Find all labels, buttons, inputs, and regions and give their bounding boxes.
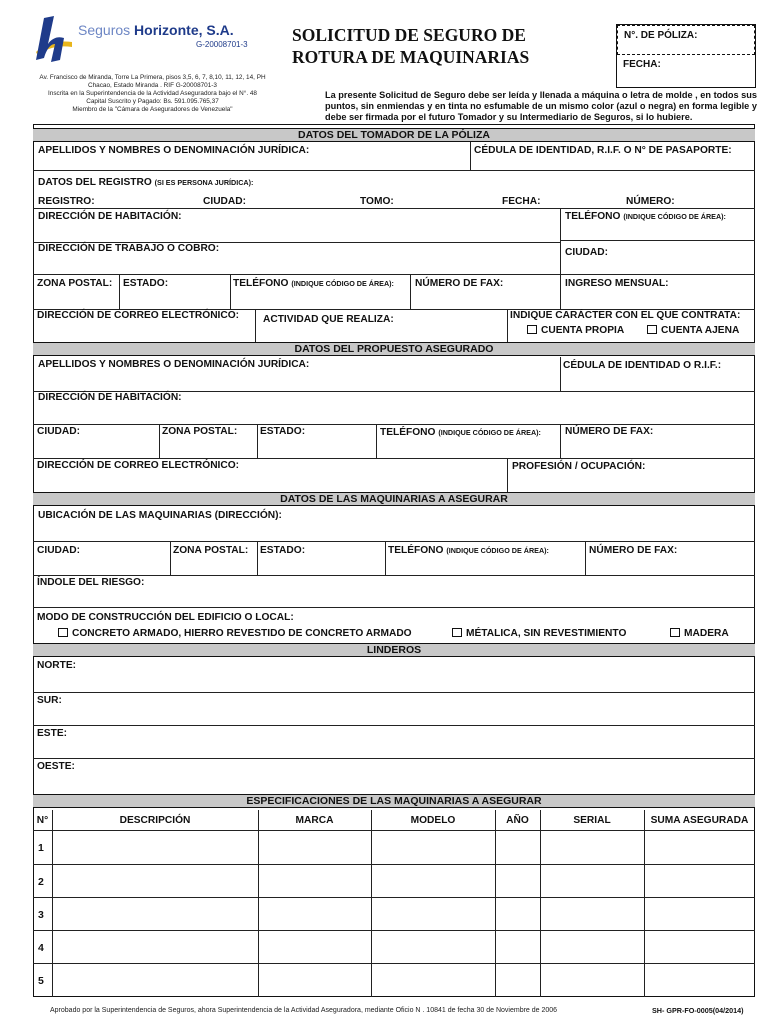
insured-profession-field[interactable]: PROFESIÓN / OCUPACIÓN: <box>512 461 646 472</box>
instructions-notice: La presente Solicitud de Seguro debe ser leída y llenada a máquina o letra de molde , en todos sus puntos, sin enmiendas y en tinta no esfumable de un mismo color (azul o negra) en forma legible y debe ser firmada por el futuro Tomador y su Intermediario de Seguros, si lo hubiere. <box>325 90 757 122</box>
company-logo-icon <box>34 14 74 64</box>
table-row[interactable]: 1 <box>38 842 44 854</box>
boundary-north-field[interactable]: NORTE: <box>37 660 77 671</box>
insured-email-field[interactable]: DIRECCIÓN DE CORREO ELECTRÓNICO: <box>37 460 240 471</box>
insured-fax-field[interactable]: NÚMERO DE FAX: <box>565 426 654 437</box>
risk-nature-field[interactable]: ÍNDOLE DEL RIESGO: <box>37 577 145 588</box>
construction-metal-checkbox[interactable]: MÉTALICA, SIN REVESTIMIENTO <box>452 628 626 640</box>
registry-city-field[interactable]: CIUDAD: <box>203 196 247 207</box>
machinery-fax-field[interactable]: NÚMERO DE FAX: <box>589 545 678 556</box>
machinery-state-field[interactable]: ESTADO: <box>260 545 306 556</box>
insured-city-field[interactable]: CIUDAD: <box>37 426 81 437</box>
holder-activity-field[interactable]: ACTIVIDAD QUE REALIZA: <box>263 314 394 325</box>
construction-wood-checkbox[interactable]: MADERA <box>670 628 729 640</box>
insured-id-field[interactable]: CÉDULA DE IDENTIDAD O R.I.F.: <box>563 360 722 371</box>
table-row[interactable]: 3 <box>38 909 44 921</box>
logo-rif: G-20008701-3 <box>196 40 248 49</box>
section-policyholder: DATOS DEL TOMADOR DE LA PÓLIZA <box>33 128 755 142</box>
construction-concrete-checkbox[interactable]: CONCRETO ARMADO, HIERRO REVESTIDO DE CONCRETO ARMADO <box>58 628 412 640</box>
table-row[interactable]: 5 <box>38 975 44 987</box>
table-row[interactable]: 4 <box>38 942 44 954</box>
form-code: SH- GPR-FO-0005(04/2014) <box>652 1006 744 1015</box>
own-account-checkbox[interactable]: CUENTA PROPIA <box>527 325 624 337</box>
machinery-location-field[interactable]: UBICACIÓN DE LAS MAQUINARIAS (DIRECCIÓN): <box>38 510 282 521</box>
insured-home-address-field[interactable]: DIRECCIÓN DE HABITACIÓN: <box>38 392 182 403</box>
insured-name-field[interactable]: APELLIDOS Y NOMBRES O DENOMINACIÓN JURÍDICA: <box>38 359 310 370</box>
specs-col-year: AÑO <box>506 815 529 826</box>
boundary-south-field[interactable]: SUR: <box>37 695 62 706</box>
registry-field[interactable]: REGISTRO: <box>38 196 95 207</box>
boundary-west-field[interactable]: OESTE: <box>37 761 75 772</box>
policy-number-field[interactable]: N°. DE PÓLIZA: <box>617 25 755 55</box>
specs-col-description: DESCRIPCIÓN <box>119 815 191 826</box>
section-machinery: DATOS DE LAS MAQUINARIAS A ASEGURAR <box>33 492 755 506</box>
approval-note: Aprobado por la Superintendencia de Seguros, ahora Superintendencia de la Actividad Aseguradora, mediante Oficio N . 10841 de fecha 30 de Noviembre de 2006 <box>50 1007 558 1014</box>
table-row[interactable]: 2 <box>38 876 44 888</box>
registry-number-field[interactable]: NÚMERO: <box>626 196 675 207</box>
form-title: SOLICITUD DE SEGURO DE ROTURA DE MAQUINARIAS <box>292 25 530 67</box>
section-machinery-specs: ESPECIFICACIONES DE LAS MAQUINARIAS A ASEGURAR <box>33 794 755 808</box>
holder-name-field[interactable]: APELLIDOS Y NOMBRES O DENOMINACIÓN JURÍDICA: <box>38 145 310 156</box>
policy-box <box>616 24 756 88</box>
holder-phone-field[interactable]: TELÉFONO (INDIQUE CÓDIGO DE ÁREA): <box>565 211 726 222</box>
holder-home-address-field[interactable]: DIRECCIÓN DE HABITACIÓN: <box>38 211 182 222</box>
construction-mode-label: MODO DE CONSTRUCCIÓN DEL EDIFICIO O LOCAL: <box>37 612 294 623</box>
registry-date-field[interactable]: FECHA: <box>502 196 541 207</box>
insured-phone-field[interactable]: TELÉFONO (INDIQUE CÓDIGO DE ÁREA): <box>380 427 541 438</box>
machinery-city-field[interactable]: CIUDAD: <box>37 545 81 556</box>
machinery-phone-field[interactable]: TELÉFONO (INDIQUE CÓDIGO DE ÁREA): <box>388 545 549 556</box>
holder-email-field[interactable]: DIRECCIÓN DE CORREO ELECTRÓNICO: <box>37 310 240 321</box>
contract-capacity-label: INDIQUE CARÁCTER CON EL QUE CONTRATA: <box>510 310 741 321</box>
company-logo-text: Seguros Horizonte, S.A. <box>78 22 234 38</box>
boundary-east-field[interactable]: ESTE: <box>37 728 68 739</box>
third-account-checkbox[interactable]: CUENTA AJENA <box>647 325 739 337</box>
insured-zip-field[interactable]: ZONA POSTAL: <box>162 426 238 437</box>
holder-fax-field[interactable]: NÚMERO DE FAX: <box>415 278 504 289</box>
specs-col-number: N° <box>36 815 49 826</box>
holder-income-field[interactable]: INGRESO MENSUAL: <box>565 278 669 289</box>
section-insured: DATOS DEL PROPUESTO ASEGURADO <box>33 342 755 356</box>
holder-id-field[interactable]: CÉDULA DE IDENTIDAD, R.I.F. O N° DE PASAPORTE: <box>474 145 732 156</box>
registry-volume-field[interactable]: TOMO: <box>360 196 394 207</box>
registry-data-label: DATOS DEL REGISTRO (SI ES PERSONA JURÍDICA): <box>38 177 254 188</box>
specs-col-serial: SERIAL <box>573 815 611 826</box>
policy-date-field[interactable]: FECHA: <box>623 59 661 70</box>
holder-city-field[interactable]: CIUDAD: <box>565 247 609 258</box>
holder-work-address-field[interactable]: DIRECCIÓN DE TRABAJO O COBRO: <box>38 243 220 254</box>
holder-state-field[interactable]: ESTADO: <box>123 278 169 289</box>
specs-col-brand: MARCA <box>295 815 334 826</box>
specs-col-sum-insured: SUMA ASEGURADA <box>650 815 749 826</box>
holder-zip-field[interactable]: ZONA POSTAL: <box>37 278 113 289</box>
company-info: Av. Francisco de Miranda, Torre La Primera, pisos 3,5, 6, 7, 8,10, 11, 12, 14, PH Chacao, Estado Miranda . RIF G-20008701-3 Inscrita en la Superintendencia de la Actividad Aseguradora bajo el N°. 48 Capital Suscrito y Pagado: Bs. 591.095.765,37 Miembro de la "Cámara de Aseguradores de Venezuela" <box>39 74 266 113</box>
section-boundaries: LINDEROS <box>33 643 755 657</box>
holder-phone2-field[interactable]: TELÉFONO (INDIQUE CÓDIGO DE ÁREA): <box>233 278 394 289</box>
machinery-zip-field[interactable]: ZONA POSTAL: <box>173 545 249 556</box>
insured-state-field[interactable]: ESTADO: <box>260 426 306 437</box>
specs-col-model: MODELO <box>410 815 456 826</box>
